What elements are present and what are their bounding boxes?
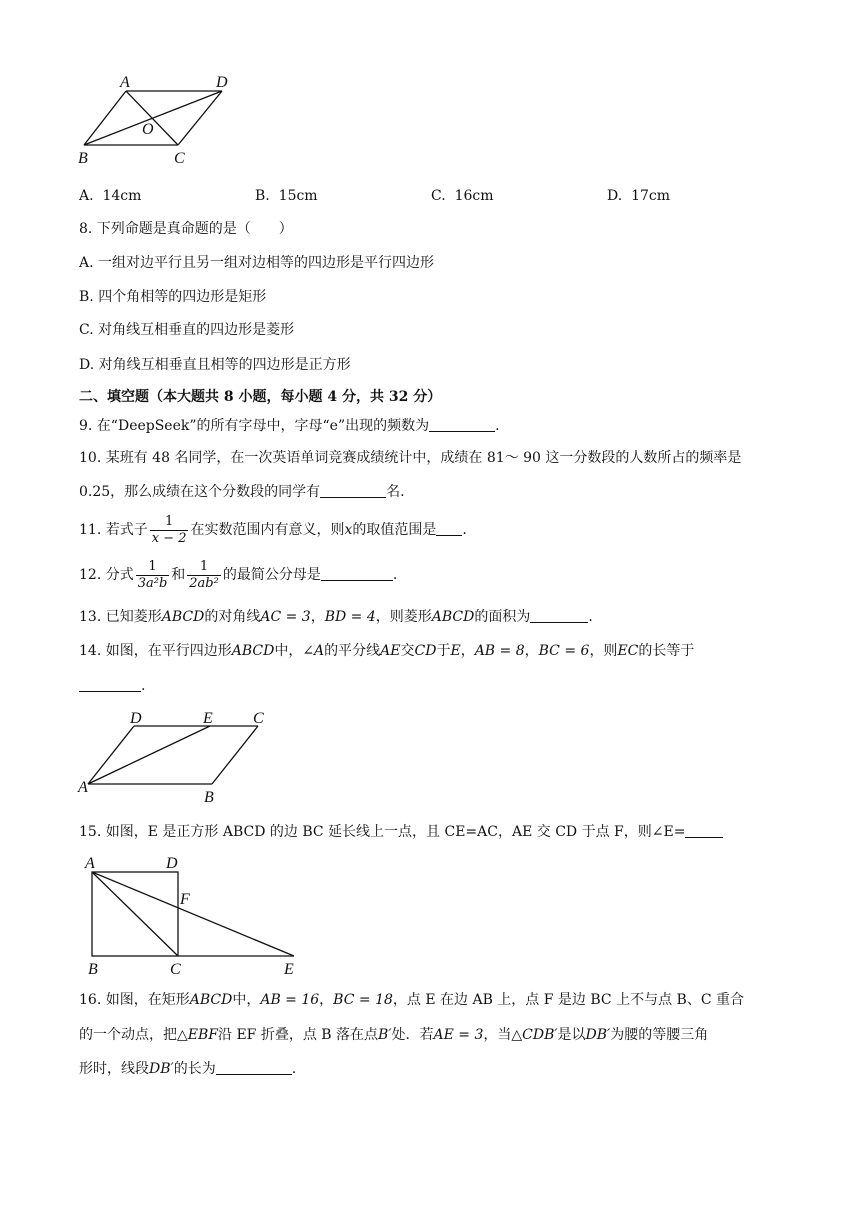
q13-text-4: 的面积为 — [474, 609, 531, 625]
question-10-line1: 10. 某班有 48 名同学，在一次英语单词竞赛成绩统计中，成绩在 81～ 90 这一分数段的人数所占的频率是 — [79, 450, 742, 466]
option-label: B. — [255, 188, 270, 204]
q8-stem: 8. 下列命题是真命题的是（ ） — [79, 221, 293, 237]
q9-end: . — [495, 418, 500, 434]
q14-text-5: 于 — [436, 643, 451, 659]
question-14-line2 — [79, 676, 145, 696]
label-b: B — [88, 961, 98, 978]
question-14 — [79, 641, 694, 661]
section-heading: 二、填空题（本大题共 8 小题，每小题 4 分，共 32 分） — [79, 389, 442, 405]
q8-option-d: D. 对角线互相垂直且相等的四边形是正方形 — [79, 357, 351, 373]
q12-text: 12. 分式 — [79, 567, 134, 583]
fraction-numerator: 1 — [148, 558, 157, 574]
option-label: D. — [607, 188, 623, 204]
q9-text: 9. 在“DeepSeek”的所有字母中，字母“e”出现的频数为 — [79, 418, 430, 434]
q16-end: . — [291, 1061, 297, 1077]
question-13 — [79, 607, 593, 627]
q16-text-6: 处．若 — [391, 1027, 434, 1043]
label-e: E — [203, 710, 213, 727]
math-e: E — [450, 643, 461, 659]
figure-q14-parallelogram — [76, 706, 286, 806]
label-d: D — [166, 855, 178, 872]
math-abcd: ABCD — [161, 609, 205, 625]
q7-option-a — [79, 186, 141, 206]
question-15 — [79, 822, 723, 842]
q16-text-7: ，当 — [483, 1027, 512, 1043]
q7-option-c — [431, 186, 494, 206]
label-c: C — [170, 961, 181, 978]
math-abcd: ABCD — [189, 992, 233, 1008]
label-b: B — [204, 789, 214, 806]
diagonal-ac — [92, 872, 178, 956]
question-12 — [79, 555, 397, 595]
math-b-prime: B′ — [378, 1027, 392, 1043]
math-ab: AB = 16 — [260, 992, 320, 1008]
q15-text: 15. 如图，E 是正方形 ABCD 的边 BC 延长线上一点，且 CE=AC，AE 交 CD 于点 F，则∠E= — [79, 824, 686, 840]
label-e: E — [284, 961, 294, 978]
q14-text-6: ，则 — [589, 643, 618, 659]
q8-option-b: B. 四个角相等的四边形是矩形 — [79, 289, 267, 305]
question-11 — [79, 512, 467, 548]
figure-q7-parallelogram — [74, 70, 244, 170]
q16-text-11: 的长为 — [173, 1061, 216, 1077]
q13-text-3: ，则菱形 — [375, 609, 432, 625]
option-text: 14cm — [102, 188, 142, 204]
fraction-denominator: 2ab² — [189, 575, 219, 591]
answer-blank[interactable] — [320, 483, 386, 498]
label-a: A — [85, 855, 95, 872]
variable-x: x — [344, 522, 353, 538]
math-cd: CD — [414, 643, 437, 659]
q14-text-3: 的平分线 — [324, 643, 381, 659]
q7-option-b — [255, 186, 318, 206]
math-ae: AE — [380, 643, 401, 659]
label-o: O — [142, 121, 154, 138]
q7-option-d — [607, 186, 670, 206]
answer-blank[interactable] — [436, 521, 462, 536]
math-db-prime: DB′ — [585, 1027, 611, 1043]
q11-end: . — [462, 522, 467, 538]
q14-text-7: 的长等于 — [638, 643, 695, 659]
math-db-prime: DB′ — [149, 1061, 174, 1077]
q10-end: 名. — [386, 484, 405, 500]
q11-text-3: 的取值范围是 — [352, 522, 437, 538]
label-b: B — [78, 150, 88, 167]
label-d: D — [130, 710, 142, 727]
q16-text-10: 形时，线段 — [79, 1061, 149, 1077]
segment-ae — [88, 726, 210, 784]
q11-text-2: 在实数范围内有意义，则 — [190, 522, 345, 538]
q16-text: 16. 如图，在矩形 — [79, 992, 190, 1008]
math-abcd: ABCD — [231, 643, 275, 659]
edge-bc — [212, 726, 258, 784]
question-16-line2 — [79, 1025, 708, 1045]
label-f: F — [180, 891, 190, 908]
q12-end: . — [392, 567, 398, 583]
math-triangle-cdb: △CDB′ — [511, 1027, 558, 1043]
fraction-denominator: x − 2 — [151, 530, 187, 546]
q12-text-2: 的最简公分母是 — [222, 567, 321, 583]
option-text: 16cm — [454, 188, 494, 204]
math-bc: BC = 18 — [333, 992, 393, 1008]
question-9 — [79, 416, 500, 436]
q16-text-8: 是以 — [557, 1027, 586, 1043]
q14-sep-2: ， — [524, 643, 539, 659]
label-d: D — [216, 74, 228, 91]
q8-option-c: C. 对角线互相垂直的四边形是菱形 — [79, 322, 295, 338]
option-label: C. — [431, 188, 446, 204]
math-abcd: ABCD — [431, 609, 475, 625]
q14-text-2: 中， — [274, 643, 303, 659]
answer-blank[interactable] — [79, 677, 141, 692]
edge-da — [88, 726, 134, 784]
math-triangle-ebf: △EBF — [177, 1027, 218, 1043]
answer-blank[interactable] — [429, 417, 495, 432]
q11-text: 11. 若式子 — [79, 522, 148, 538]
figure-q15-square — [76, 850, 316, 980]
q16-text-5: 沿 EF 折叠，点 B 落在点 — [218, 1027, 379, 1043]
math-bc: BC = 6 — [538, 643, 590, 659]
math-ae: AE = 3 — [433, 1027, 484, 1043]
label-c: C — [253, 710, 264, 727]
fraction-numerator: 1 — [199, 558, 209, 574]
label-c: C — [174, 150, 185, 167]
segment-ae — [92, 872, 294, 956]
q13-text: 13. 已知菱形 — [79, 609, 162, 625]
option-text: 17cm — [631, 188, 671, 204]
question-16-line3 — [79, 1059, 296, 1079]
math-bd: BD = 4 — [324, 609, 376, 625]
q16-text-3: ，点 E 在边 AB 上，点 F 是边 BC 上不与点 B、C 重合 — [392, 992, 744, 1008]
q13-text-2: 的对角线 — [204, 609, 261, 625]
math-angle-a: ∠A — [302, 643, 325, 659]
question-16-line1 — [79, 990, 744, 1010]
math-ac: AC = 3 — [260, 609, 311, 625]
fraction-numerator: 1 — [164, 513, 174, 529]
math-ec: EC — [617, 643, 639, 659]
answer-blank[interactable] — [685, 823, 723, 838]
option-text: 15cm — [278, 188, 318, 204]
q14-end: . — [141, 678, 146, 694]
answer-blank[interactable] — [530, 608, 588, 623]
question-10-line2 — [79, 482, 405, 502]
q13-end: . — [588, 609, 593, 625]
q16-text-9: 为腰的等腰三角 — [610, 1027, 709, 1043]
math-ab: AB = 8 — [474, 643, 525, 659]
q13-sep: ， — [310, 609, 325, 625]
q12-and: 和 — [171, 567, 186, 583]
fraction-1 — [136, 559, 170, 592]
label-a: A — [78, 779, 88, 796]
label-a: A — [120, 74, 130, 91]
q16-text-4: 的一个动点，把 — [79, 1027, 177, 1043]
answer-blank[interactable] — [321, 566, 393, 581]
q16-sep: ， — [319, 992, 334, 1008]
q8-option-a: A. 一组对边平行且另一组对边相等的四边形是平行四边形 — [79, 255, 435, 271]
q16-text-2: 中， — [232, 992, 261, 1008]
q14-text: 14. 如图，在平行四边形 — [79, 643, 232, 659]
answer-blank[interactable] — [216, 1060, 292, 1075]
q10-text: 0.25，那么成绩在这个分数段的同学有 — [79, 484, 321, 500]
fraction — [150, 514, 189, 547]
q14-sep: ， — [460, 643, 475, 659]
fraction-2 — [187, 559, 221, 592]
option-label: A. — [79, 188, 94, 204]
q14-text-4: 交 — [400, 643, 415, 659]
fraction-denominator: 3a²b — [137, 575, 168, 591]
